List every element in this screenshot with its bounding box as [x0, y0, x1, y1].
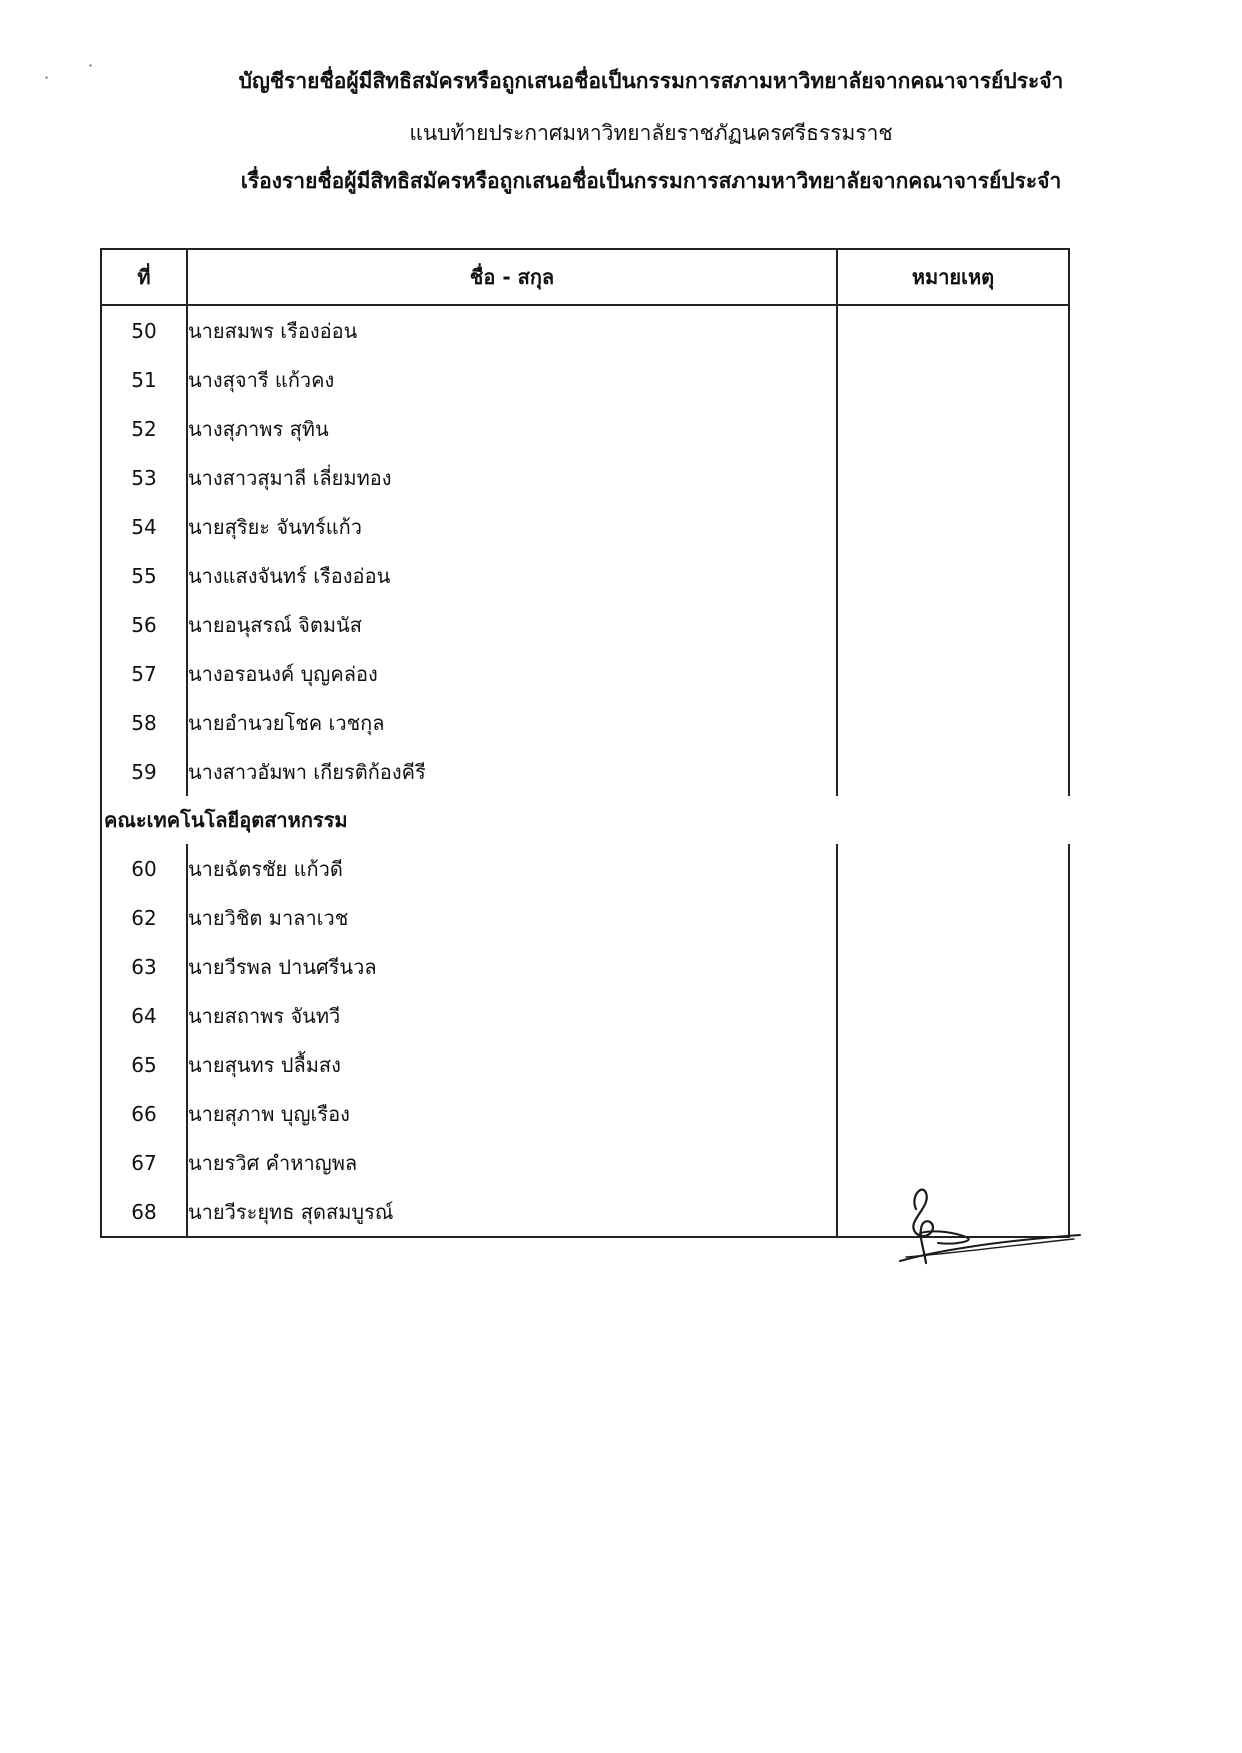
row-number: 66 [101, 1089, 187, 1138]
table-row [101, 453, 1069, 502]
header-attachment-line: แนบท้ายประกาศมหาวิทยาลัยราชภัฏนครศรีธรรมราช [409, 121, 893, 145]
table-row [101, 1089, 1069, 1138]
column-header-name: ชื่อ - สกุล [187, 249, 837, 305]
table-row [101, 844, 1069, 893]
column-header-remarks: หมายเหตุ [837, 249, 1069, 305]
roster-table [100, 248, 1070, 1238]
table-header-row [101, 249, 1069, 305]
row-name: นายฉัตรชัย แก้วดี [187, 844, 837, 893]
row-number: 54 [101, 502, 187, 551]
row-name: นายวีรพล ปานศรีนวล [187, 942, 837, 991]
row-remarks [837, 942, 1069, 991]
row-number: 62 [101, 893, 187, 942]
row-name: นายสถาพร จันทวี [187, 991, 837, 1040]
table-row [101, 551, 1069, 600]
row-remarks [837, 355, 1069, 404]
row-number: 51 [101, 355, 187, 404]
table-row [101, 747, 1069, 796]
row-number: 52 [101, 404, 187, 453]
row-name: นายวีระยุทธ สุดสมบูรณ์ [187, 1187, 837, 1237]
row-number: 60 [101, 844, 187, 893]
row-name: นายสุภาพ บุญเรือง [187, 1089, 837, 1138]
table-row [101, 502, 1069, 551]
row-name: นายสมพร เรืองอ่อน [187, 305, 837, 355]
table-row [101, 942, 1069, 991]
row-remarks [837, 305, 1069, 355]
row-name: นางสุจารี แก้วคง [187, 355, 837, 404]
handwritten-signature [896, 1179, 1086, 1269]
table-row [101, 355, 1069, 404]
row-name: นายสุริยะ จันทร์แก้ว [187, 502, 837, 551]
row-number: 50 [101, 305, 187, 355]
row-number: 63 [101, 942, 187, 991]
row-number: 68 [101, 1187, 187, 1237]
row-remarks [837, 649, 1069, 698]
faculty-group-row [101, 796, 1069, 844]
table-row [101, 1040, 1069, 1089]
table-row [101, 649, 1069, 698]
table-row [101, 305, 1069, 355]
row-remarks [837, 1187, 1069, 1237]
row-number: 56 [101, 600, 187, 649]
row-number: 65 [101, 1040, 187, 1089]
table-row [101, 404, 1069, 453]
row-name: นายอนุสรณ์ จิตมนัส [187, 600, 837, 649]
row-remarks [837, 551, 1069, 600]
row-remarks [837, 991, 1069, 1040]
row-remarks [837, 600, 1069, 649]
signature-drawing [896, 1179, 1086, 1269]
row-name: นางอรอนงค์ บุญคล่อง [187, 649, 837, 698]
table-row [101, 1187, 1069, 1237]
column-header-number: ที่ [101, 249, 187, 305]
row-remarks [837, 502, 1069, 551]
row-name: นางสุภาพร สุทิน [187, 404, 837, 453]
scan-speck: · [44, 68, 50, 87]
row-number: 53 [101, 453, 187, 502]
table-row [101, 600, 1069, 649]
row-remarks [837, 404, 1069, 453]
row-name: นางสาวอัมพา เกียรติก้องคีรี [187, 747, 837, 796]
row-name: นางสาวสุมาลี เลี่ยมทอง [187, 453, 837, 502]
row-remarks [837, 1040, 1069, 1089]
scan-speck: · [88, 56, 94, 75]
row-number: 59 [101, 747, 187, 796]
row-remarks [837, 844, 1069, 893]
row-number: 67 [101, 1138, 187, 1187]
row-number: 58 [101, 698, 187, 747]
row-remarks [837, 893, 1069, 942]
row-number: 64 [101, 991, 187, 1040]
header-title: บัญชีรายชื่อผู้มีสิทธิสมัครหรือถูกเสนอชื่อเป็นกรรมการสภามหาวิทยาลัยจากคณาจารย์ประจำ [238, 69, 1064, 93]
row-name: นายอำนวยโชค เวชกุล [187, 698, 837, 747]
faculty-group-label: คณะเทคโนโลยีอุตสาหกรรม [101, 796, 1069, 844]
row-name: นางแสงจันทร์ เรืองอ่อน [187, 551, 837, 600]
table-row [101, 698, 1069, 747]
row-name: นายวิชิต มาลาเวช [187, 893, 837, 942]
row-number: 57 [101, 649, 187, 698]
row-remarks [837, 747, 1069, 796]
row-remarks [837, 698, 1069, 747]
row-number: 55 [101, 551, 187, 600]
row-name: นายสุนทร ปลื้มสง [187, 1040, 837, 1089]
header-subject: เรื่องรายชื่อผู้มีสิทธิสมัครหรือถูกเสนอชื่อเป็นกรรมการสภามหาวิทยาลัยจากคณาจารย์ประจำ [240, 169, 1062, 193]
row-name: นายรวิศ คำหาญพล [187, 1138, 837, 1187]
table-row [101, 991, 1069, 1040]
row-remarks [837, 453, 1069, 502]
row-remarks [837, 1089, 1069, 1138]
table-row [101, 893, 1069, 942]
